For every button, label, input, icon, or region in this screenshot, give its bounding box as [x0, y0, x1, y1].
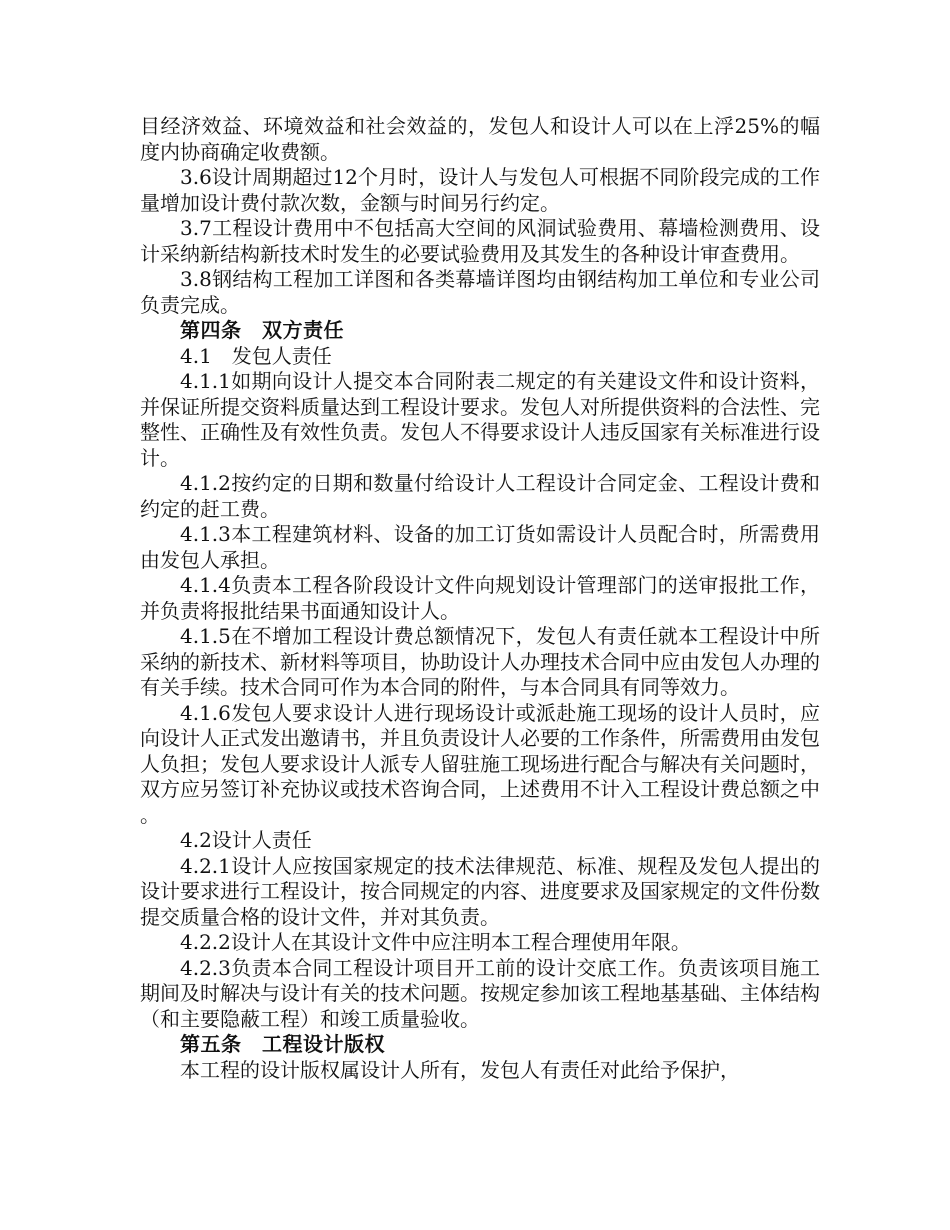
clause-4-1-5: 4.1.5在不增加工程设计费总额情况下，发包人有责任就本工程设计中所采纳的新技术、新材料等项目，协助设计人办理技术合同中应由发包人办理的有关手续。技术合同可作为本合同的附件，与本合同具有同等效力。	[140, 624, 820, 699]
clause-4-1-1: 4.1.1如期向设计人提交本合同附表二规定的有关建设文件和设计资料，并保证所提交资料质量达到工程设计要求。发包人对所提供资料的合法性、完整性、正确性及有效性负责。发包人不得要求设计人违反国家有关标准进行设计。	[140, 369, 820, 470]
clause-4-2: 4.2设计人责任	[180, 828, 312, 852]
clause-3-6: 3.6设计周期超过12个月时，设计人与发包人可根据不同阶段完成的工作量增加设计费付款次数，金额与时间另行约定。	[140, 165, 820, 215]
clause-4-2-3: 4.2.3负责本合同工程设计项目开工前的设计交底工作。负责该项目施工期间及时解决与设计有关的技术问题。按规定参加该工程地基基础、主体结构（和主要隐蔽工程）和竣工质量验收。	[140, 955, 820, 1031]
clause-4-1-3: 4.1.3本工程建筑材料、设备的加工订货如需设计人员配合时，所需费用由发包人承担。	[140, 522, 820, 572]
paragraph-continuation: 目经济效益、环境效益和社会效益的，发包人和设计人可以在上浮25%的幅度内协商确定收费额。	[140, 114, 820, 164]
clause-3-7: 3.7工程设计费用中不包括高大空间的风洞试验费用、幕墙检测费用、设计采纳新结构新技术时发生的必要试验费用及其发生的各种设计审查费用。	[140, 216, 820, 266]
clause-4-1: 4.1 发包人责任	[180, 343, 332, 368]
clause-4-2-1: 4.2.1设计人应按国家规定的技术法律规范、标准、规程及发包人提出的设计要求进行工程设计，按合同规定的内容、进度要求及国家规定的文件份数提交质量合格的设计文件，并对其负责。	[140, 853, 820, 929]
section-heading-4: 第四条 双方责任	[180, 318, 344, 342]
clause-4-1-4: 4.1.4负责本工程各阶段设计文件向规划设计管理部门的送审报批工作，并负责将报批结果书面通知设计人。	[140, 573, 820, 623]
clause-4-1-6: 4.1.6发包人要求设计人进行现场设计或派赴施工现场的设计人员时，应向设计人正式发出邀请书，并且负责设计人必要的工作条件，所需费用由发包人负担；发包人要求设计人派专人留驻施工现场进行配合与解决有关问题时，双方应另签订补充协议或技术咨询合同，上述费用不计入工程设计费总额之中。	[140, 700, 820, 827]
clause-4-1-2: 4.1.2按约定的日期和数量付给设计人工程设计合同定金、工程设计费和约定的赶工费。	[140, 471, 820, 521]
clause-4-2-2: 4.2.2设计人在其设计文件中应注明本工程合理使用年限。	[180, 930, 691, 954]
clause-3-8: 3.8钢结构工程加工详图和各类幕墙详图均由钢结构加工单位和专业公司负责完成。	[140, 267, 820, 317]
document-body	[140, 114, 820, 1083]
clause-copyright: 本工程的设计版权属设计人所有，发包人有责任对此给予保护，	[180, 1057, 740, 1082]
section-heading-5: 第五条 工程设计版权	[180, 1032, 385, 1056]
